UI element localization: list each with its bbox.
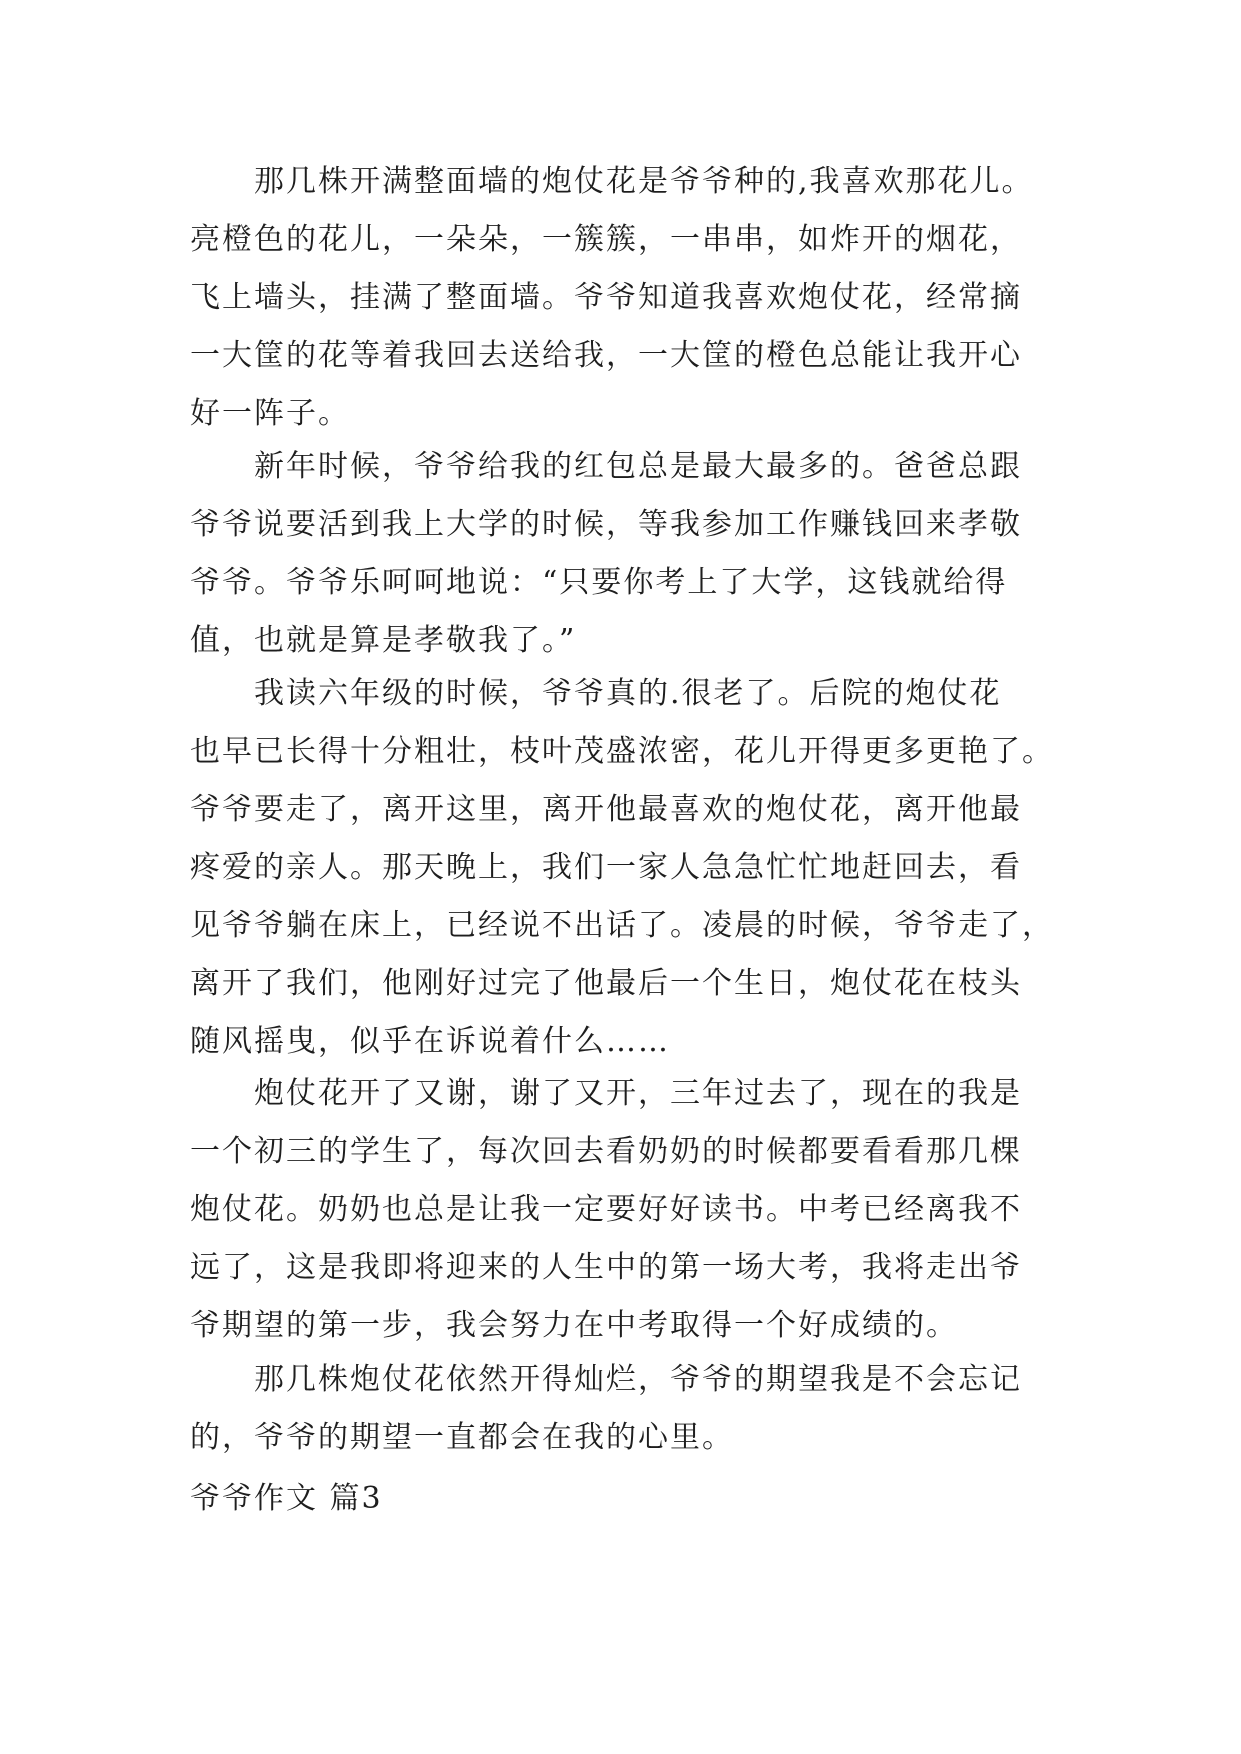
paragraph-line: 爷爷要走了，离开这里，离开他最喜欢的炮仗花，离开他最 xyxy=(190,792,1022,827)
paragraph-line: 一大筐的花等着我回去送给我，一大筐的橙色总能让我开心 xyxy=(190,338,1022,373)
paragraph-line: 我读六年级的时候，爷爷真的.很老了。后院的炮仗花 xyxy=(254,676,1002,711)
paragraph-line: 爷爷。爷爷乐呵呵地说：“只要你考上了大学，这钱就给得 xyxy=(190,565,1008,600)
paragraph-line: 远了，这是我即将迎来的人生中的第一场大考，我将走出爷 xyxy=(190,1250,1022,1285)
paragraph-line: 一个初三的学生了，每次回去看奶奶的时候都要看看那几棵 xyxy=(190,1134,1022,1169)
paragraph-line: 也早已长得十分粗壮，枝叶茂盛浓密，花儿开得更多更艳了。 xyxy=(190,734,1054,769)
paragraph-line: 亮橙色的花儿，一朵朵，一簇簇，一串串，如炸开的烟花， xyxy=(190,222,1022,257)
paragraph-line: 离开了我们，他刚好过完了他最后一个生日，炮仗花在枝头 xyxy=(190,966,1022,1001)
paragraph-line: 炮仗花。奶奶也总是让我一定要好好读书。中考已经离我不 xyxy=(190,1192,1022,1227)
paragraph-1 xyxy=(190,153,1070,443)
paragraph-3 xyxy=(190,665,1070,1071)
paragraph-line: 爷期望的第一步，我会努力在中考取得一个好成绩的。 xyxy=(190,1308,958,1343)
paragraph-line: 见爷爷躺在床上，已经说不出话了。凌晨的时候，爷爷走了， xyxy=(190,908,1054,943)
paragraph-line: 随风摇曳，似乎在诉说着什么…… xyxy=(190,1024,670,1059)
paragraph-line: 值，也就是算是孝敬我了。” xyxy=(190,623,577,658)
section-heading: 爷爷作文 篇3 xyxy=(190,1481,383,1516)
paragraph-line: 爷爷说要活到我上大学的时候，等我参加工作赚钱回来孝敬 xyxy=(190,507,1022,542)
paragraph-4 xyxy=(190,1065,1070,1355)
paragraph-5 xyxy=(190,1351,1070,1467)
paragraph-line: 好一阵子。 xyxy=(190,396,350,431)
paragraph-line: 新年时候，爷爷给我的红包总是最大最多的。爸爸总跟 xyxy=(254,449,1022,484)
paragraph-line: 那几株炮仗花依然开得灿烂，爷爷的期望我是不会忘记 xyxy=(254,1362,1022,1397)
paragraph-line: 疼爱的亲人。那天晚上，我们一家人急急忙忙地赶回去，看 xyxy=(190,850,1022,885)
paragraph-2 xyxy=(190,438,1070,670)
paragraph-line: 飞上墙头，挂满了整面墙。爷爷知道我喜欢炮仗花，经常摘 xyxy=(190,280,1022,315)
paragraph-line: 炮仗花开了又谢，谢了又开，三年过去了，现在的我是 xyxy=(254,1076,1022,1111)
paragraph-line: 的，爷爷的期望一直都会在我的心里。 xyxy=(190,1420,734,1455)
paragraph-line: 那几株开满整面墙的炮仗花是爷爷种的,我喜欢那花儿。 xyxy=(254,164,1034,199)
